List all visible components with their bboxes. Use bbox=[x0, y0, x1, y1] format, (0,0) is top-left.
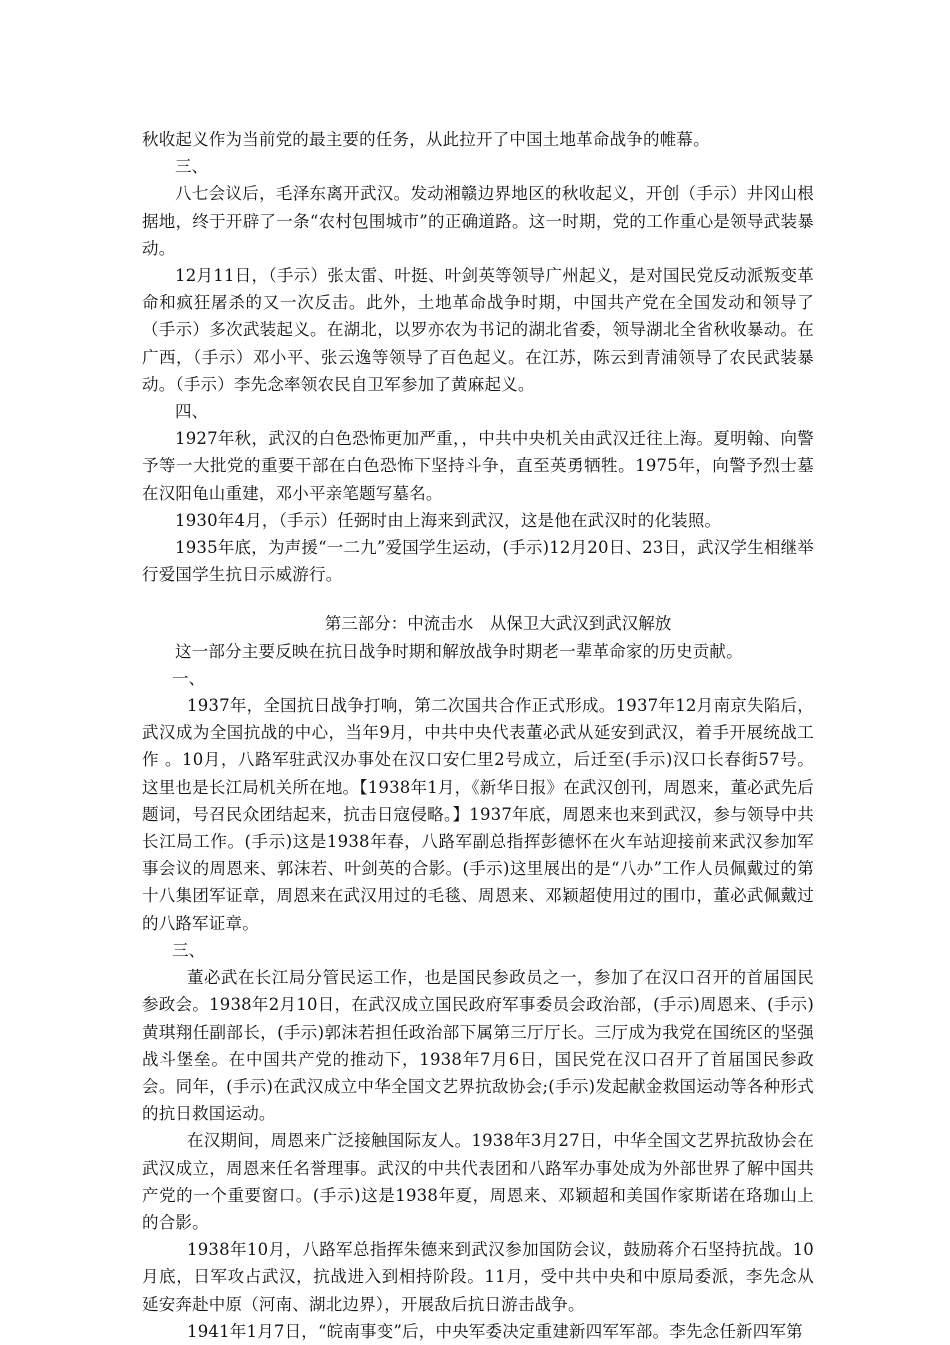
part-three-title: 第三部分：中流击水 从保卫大武汉到武汉解放 bbox=[324, 614, 672, 634]
section-number-three: 三、 bbox=[175, 157, 208, 177]
section-number-three-b: 三、 bbox=[172, 940, 205, 960]
paragraph-intro: 秋收起义作为当前党的最主要的任务，从此拉开了中国土地革命战争的帷幕。 bbox=[142, 130, 710, 149]
paragraph-student-movement: 1935年底，为声援“一二九”爱国学生运动，(手示)12月20日、23日，武汉学生相继举行爱国学生抗日示威游行。 bbox=[142, 538, 814, 585]
paragraph-zhu-de: 1938年10月，八路军总指挥朱德来到武汉参加国防会议，鼓励蒋介石坚持抗战。10月底，日军攻占武汉，抗战进入到相持阶段。11月，受中共中央和中原局委派，李先念从延安奔赴中原（河南、湖北边界），开展敌后抗日游击战争。 bbox=[142, 1240, 814, 1314]
paragraph-dong-biwu: 董必武在长江局分管民运工作，也是国民参政员之一，参加了在汉口召开的首届国民参政会。1938年2月10日，在武汉成立国民政府军事委员会政治部，(手示)周恩来、(手示)黄琪翔任副部长，(手示)郭沫若担任政治部下属第三厅厅长。三厅成为我党在国统区的坚强战斗堡垒。在中国共产党的推动下，1938年7月6日，国民党在汉口召开了首届国民参政会。同年，(手示)在武汉成立中华全国文艺界抗敌协会;(手示)发起献金救国运动等各种形式的抗日救国运动。 bbox=[142, 968, 814, 1124]
section-number-one: 一、 bbox=[172, 668, 205, 688]
paragraph-part-three-intro: 这一部分主要反映在抗日战争时期和解放战争时期老一辈革命家的历史贡献。 bbox=[175, 641, 743, 661]
paragraph-anti-japanese-war: 1937年，全国抗日战争打响，第二次国共合作正式形成。1937年12月南京失陷后，武汉成为全国抗战的中心，当年9月，中共中央代表董必武从延安到武汉，着手开展统战工作 。10月，八路军驻武汉办事处在汉口安仁里2号成立，后迁至(手示)汉口长春街57号。这里也是长江局机关所在地。【1938年1月，《新华日报》在武汉创刊，周恩来，董必武先后题词，号召民众团结起来，抗击日寇侵略。】1937年底，周恩来也来到武汉，参与领导中共长江局工作。(手示)这是1938年春，八路军副总指挥彭德怀在火车站迎接前来武汉参加军事会议的周恩来、郭沫若、叶剑英的合影。(手示)这里展出的是“八办”工作人员佩戴过的第十八集团军证章，周恩来在武汉用过的毛毯、周恩来、邓颖超使用过的围巾，董必武佩戴过的八路军证章。 bbox=[142, 696, 814, 933]
section-number-four: 四、 bbox=[175, 402, 208, 422]
paragraph-guangzhou-uprising: 12月11日，（手示）张太雷、叶挺、叶剑英等领导广州起义，是对国民党反动派叛变革命和疯狂屠杀的又一次反击。此外，土地革命战争时期，中国共产党在全国发动和领导了（手示）多次武装起义。在湖北，以罗亦农为书记的湖北省委，领导湖北全省秋收暴动。在广西，（手示）邓小平、张云逸等领导了百色起义。在江苏，陈云到青浦领导了农民武装暴动。（手示）李先念率领农民自卫军参加了黄麻起义。 bbox=[142, 266, 814, 394]
document-page bbox=[142, 126, 814, 1345]
paragraph-ren-bishi: 1930年4月，（手示）任弼时由上海来到武汉，这是他在武汉时的化装照。 bbox=[175, 510, 722, 530]
paragraph-white-terror: 1927年秋，武汉的白色恐怖更加严重，，中共中央机关由武汉迁往上海。夏明翰、向警予等一大批党的重要干部在白色恐怖下坚持斗争，直至英勇牺牲。1975年，向警予烈士墓在汉阳龟山重建，邓小平亲笔题写墓名。 bbox=[142, 429, 814, 503]
paragraph-bayi-meeting: 八七会议后，毛泽东离开武汉。发动湘赣边界地区的秋收起义，开创（手示）井冈山根据地，终于开辟了一条“农村包围城市”的正确道路。这一时期，党的工作重心是领导武装暴动。 bbox=[142, 184, 814, 258]
paragraph-zhou-enlai: 在汉期间，周恩来广泛接触国际友人。1938年3月27日，中华全国文艺界抗敌协会在武汉成立，周恩来任名誉理事。武汉的中共代表团和八路军办事处成为外部世界了解中国共产党的一个重要窗口。(手示)这是1938年夏，周恩来、邓颖超和美国作家斯诺在珞珈山上的合影。 bbox=[142, 1131, 814, 1232]
paragraph-wannan-incident: 1941年1月7日，“皖南事变”后，中央军委决定重建新四军军部。李先念任新四军第 bbox=[187, 1321, 803, 1341]
